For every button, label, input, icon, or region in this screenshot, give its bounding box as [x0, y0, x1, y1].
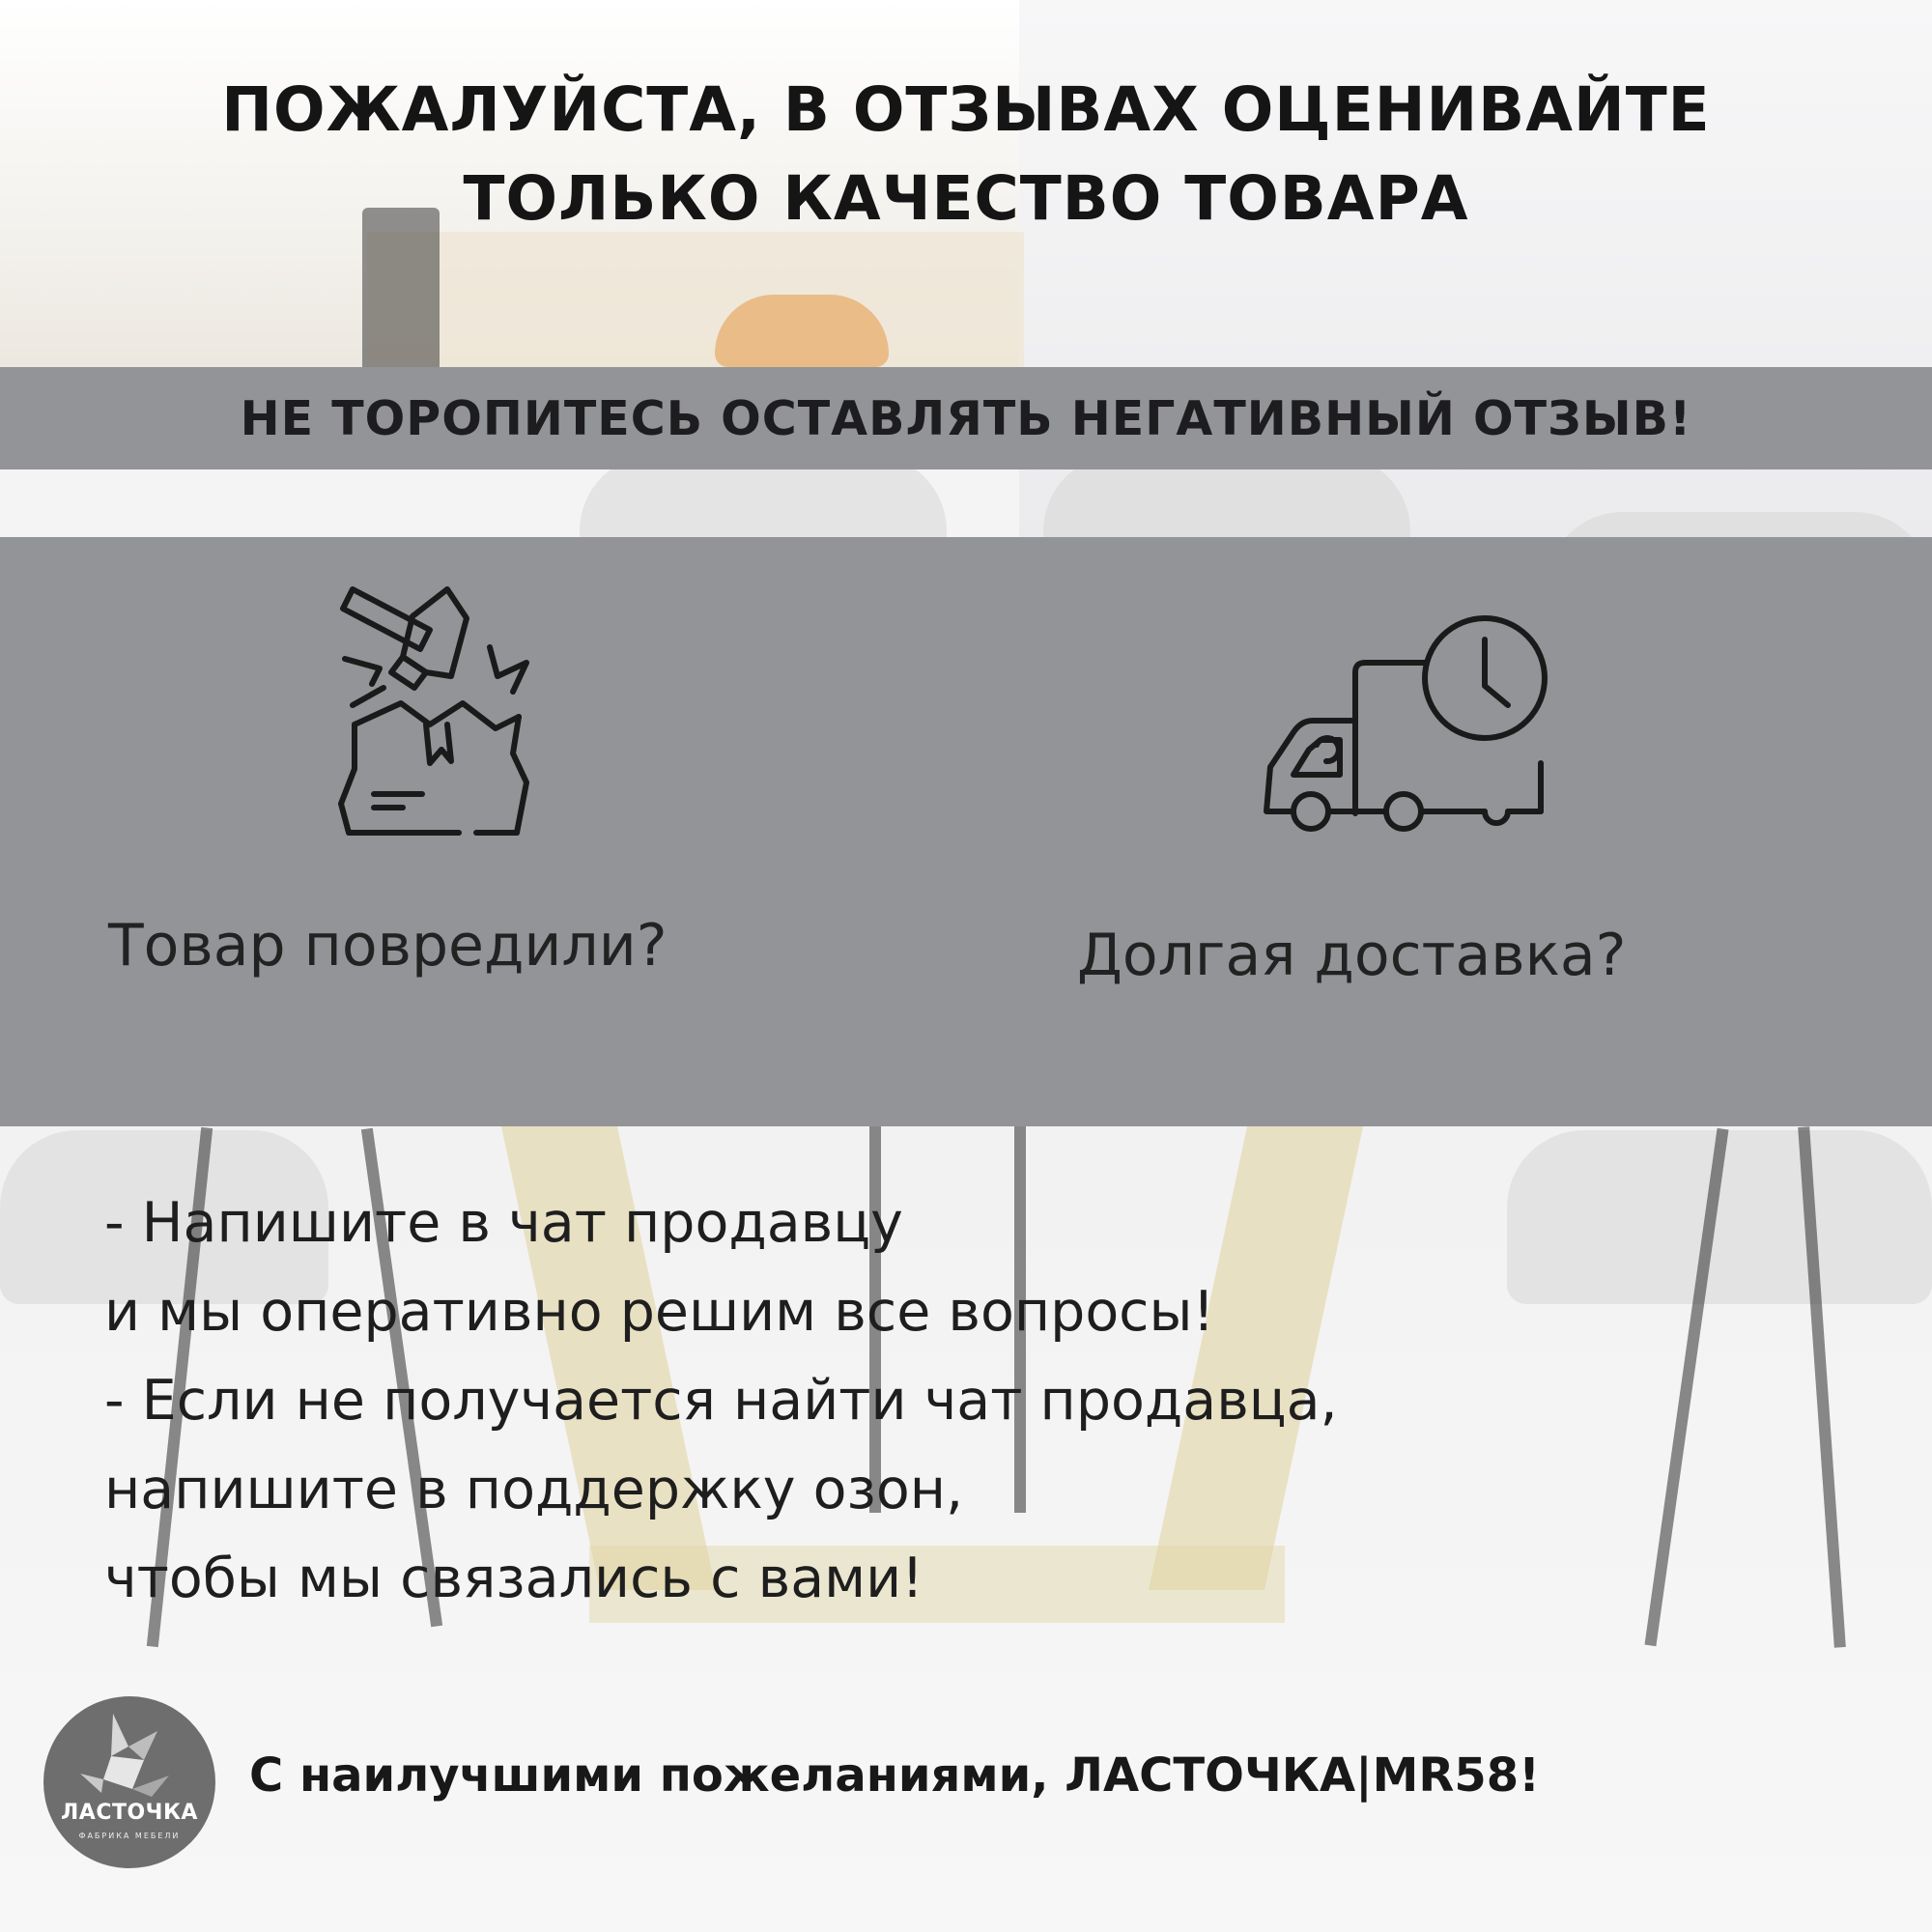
issues-panel [0, 537, 1932, 1126]
swallow-bird-icon [43, 1696, 215, 1868]
delivery-truck-clock-icon [1261, 605, 1560, 837]
issue-caption-damaged: Товар повредили? [108, 912, 668, 980]
logo-name: ЛАСТОЧКА [61, 1801, 198, 1825]
contact-instructions [104, 1179, 1843, 1623]
signoff-text: С наилучшими пожеланиями, ЛАСТОЧКА|MR58! [249, 1748, 1541, 1803]
warning-band [0, 367, 1932, 469]
message-line: - Если не получается найти чат продавца, [104, 1369, 1338, 1433]
broken-box-hammer-icon [333, 580, 546, 850]
warning-band-text: НЕ ТОРОПИТЕСЬ ОСТАВЛЯТЬ НЕГАТИВНЫЙ ОТЗЫВ! [240, 390, 1692, 446]
message-line: - Напишите в чат продавцу [104, 1191, 903, 1255]
issue-caption-delivery: Долгая доставка? [1077, 922, 1627, 989]
message-line: чтобы мы связались с вами! [104, 1547, 924, 1610]
message-line: и мы оперативно решим все вопросы! [104, 1280, 1215, 1344]
logo-subtitle: ФАБРИКА МЕБЕЛИ [78, 1832, 181, 1840]
title-line-1: ПОЖАЛУЙСТА, В ОТЗЫВАХ ОЦЕНИВАЙТЕ [221, 74, 1711, 145]
page-title [0, 66, 1932, 243]
brand-logo [43, 1696, 215, 1868]
message-line: напишите в поддержку озон, [104, 1458, 964, 1521]
title-line-2: ТОЛЬКО КАЧЕСТВО ТОВАРА [463, 163, 1469, 234]
